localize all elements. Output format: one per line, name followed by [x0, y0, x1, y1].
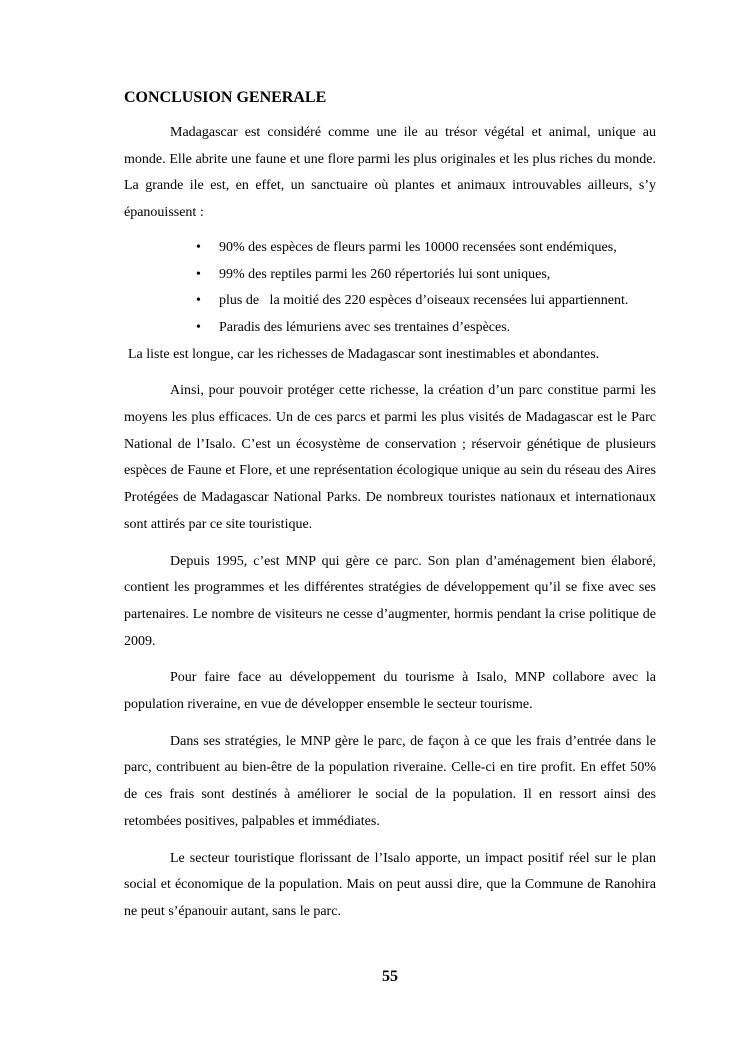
list-item-text: 99% des reptiles parmi les 260 répertoriés lui sont uniques,	[219, 266, 551, 282]
body-paragraph: Dans ses stratégies, le MNP gère le parc, de façon à ce que les frais d’entrée dans le parc, contribuent au bien-être de la population riveraine. Celle-ci en tire profit. En effet 50% de ces frais sont destinés à améliorer le social de la population. Il en ressort ainsi des retombées positives, palpables et immédiates.	[124, 733, 656, 829]
page-content	[124, 88, 656, 926]
list-item-text: plus de la moitié des 220 espèces d’oiseaux recensées lui appartiennent.	[219, 293, 629, 309]
bullet-icon: •	[196, 266, 201, 282]
bullet-icon: •	[196, 293, 201, 309]
bullet-icon: •	[196, 239, 201, 255]
bullet-list	[124, 235, 656, 342]
list-item	[196, 288, 656, 315]
body-paragraph: Depuis 1995, c’est MNP qui gère ce parc. Son plan d’aménagement bien élaboré, contient les programmes et les différentes stratégies de développement qu’il se fixe avec ses partenaires. Le nombre de visiteurs ne cesse d’augmenter, hormis pendant la crise politique de 2009.	[124, 553, 656, 649]
page-number: 55	[382, 968, 398, 985]
list-item	[196, 235, 656, 262]
intro-paragraph: Madagascar est considéré comme une ile au trésor végétal et animal, unique au monde. Elle abrite une faune et une flore parmi les plus originales et les plus riches du monde. La grande ile est, en effet, un sanctuaire où plantes et animaux introuvables ailleurs, s’y épanouissent :	[124, 125, 656, 221]
list-item-text: Paradis des lémuriens avec ses trentaines d’espèces.	[219, 319, 511, 335]
list-item	[196, 262, 656, 289]
body-paragraph: Pour faire face au développement du tourisme à Isalo, MNP collabore avec la population riveraine, en vue de développer ensemble le secteur tourisme.	[124, 670, 656, 713]
bullet-icon: •	[196, 319, 201, 335]
body-paragraph: Ainsi, pour pouvoir protéger cette richesse, la création d’un parc constitue parmi les moyens les plus efficaces. Un de ces parcs et parmi les plus visités de Madagascar est le Parc National de l’Isalo. C’est un écosystème de conservation ; réservoir génétique de plusieurs espèces de Faune et Flore, et une représentation écologique unique au sein du réseau des Aires Protégées de Madagascar National Parks. De nombreux touristes nationaux et internationaux sont attirés par ce site touristique.	[124, 383, 656, 532]
section-title: CONCLUSION GENERALE	[124, 89, 327, 106]
list-item	[196, 315, 656, 342]
list-summary: La liste est longue, car les richesses de Madagascar sont inestimables et abondantes.	[128, 346, 600, 362]
body-paragraph: Le secteur touristique florissant de l’Isalo apporte, un impact positif réel sur le plan social et économique de la population. Mais on peut aussi dire, que la Commune de Ranohira ne peut s’épanouir autant, sans le parc.	[124, 850, 656, 919]
list-item-text: 90% des espèces de fleurs parmi les 10000 recensées sont endémiques,	[219, 239, 617, 255]
